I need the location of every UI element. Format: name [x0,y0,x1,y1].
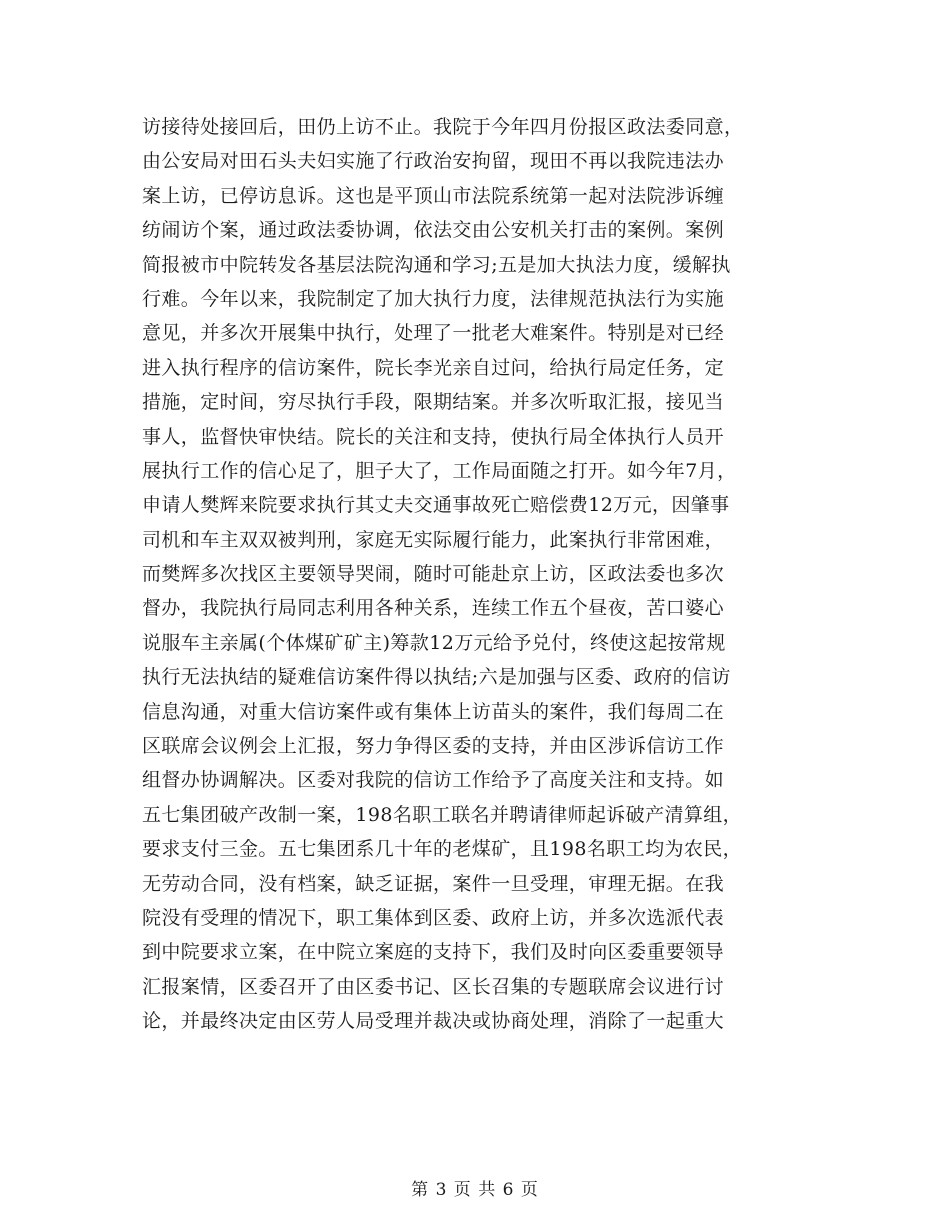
text-line: 由公安局对田石头夫妇实施了行政治安拘留，现田不再以我院违法办 [142,150,725,173]
text-line: 而樊辉多次找区主要领导哭闹，随时可能赴京上访，区政法委也多次 [142,563,725,586]
text-line: 访接待处接回后，田仍上访不止。我院于今年四月份报区政法委同意， [142,116,744,138]
text-line: 组督办协调解决。区委对我院的信访工作给予了高度关注和支持。如 [142,769,725,792]
text-line: 执行无法执结的疑难信访案件得以执结;六是加强与区委、政府的信访 [142,666,731,689]
text-line: 汇报案情，区委召开了由区委书记、区长召集的专题联席会议进行讨 [142,975,725,998]
text-line: 督办，我院执行局同志利用各种关系，连续工作五个昼夜，苦口婆心 [142,597,725,620]
text-line: 院没有受理的情况下，职工集体到区委、政府上访，并多次选派代表 [142,906,725,929]
text-line: 意见，并多次开展集中执行，处理了一批老大难案件。特别是对已经 [142,322,725,345]
text-line: 信息沟通，对重大信访案件或有集体上访苗头的案件，我们每周二在 [142,700,725,723]
text-line: 说服车主亲属(个体煤矿矿主)筹款12万元给予兑付，终使这起按常规 [142,631,726,654]
text-line: 申请人樊辉来院要求执行其丈夫交通事故死亡赔偿费12万元，因肇事 [142,494,730,517]
text-line: 措施，定时间，穷尽执行手段，限期结案。并多次听取汇报，接见当 [142,391,725,414]
text-line: 无劳动合同，没有档案，缺乏证据，案件一旦受理，审理无据。在我 [142,872,725,895]
text-line: 司机和车主双双被判刑，家庭无实际履行能力，此案执行非常困难， [142,528,725,551]
text-line: 区联席会议例会上汇报，努力争得区委的支持，并由区涉诉信访工作 [142,735,725,758]
text-line: 案上访，已停访息诉。这也是平顶山市法院系统第一起对法院涉诉缠 [142,184,725,207]
text-line: 五七集团破产改制一案，198名职工联名并聘请律师起诉破产清算组， [142,803,743,826]
text-line: 到中院要求立案，在中院立案庭的支持下，我们及时向区委重要领导 [142,941,725,964]
text-line: 要求支付三金。五七集团系几十年的老煤矿，且198名职工均为农民， [142,838,743,861]
text-line: 简报被市中院转发各基层法院沟通和学习;五是加大执法力度，缓解执 [142,253,731,276]
text-line: 论，并最终决定由区劳人局受理并裁决或协商处理，消除了一起重大 [142,1010,725,1033]
text-line: 行难。今年以来，我院制定了加大执行力度，法律规范执法行为实施 [142,287,725,310]
body-text [142,110,822,1039]
page-number-footer: 第 3 页 共 6 页 [411,1180,539,1200]
text-line: 纺闹访个案，通过政法委协调，依法交由公安机关打击的案例。案例 [142,219,725,242]
text-line: 展执行工作的信心足了，胆子大了，工作局面随之打开。如今年7月， [142,459,737,482]
text-line: 事人，监督快审快结。院长的关注和支持，使执行局全体执行人员开 [142,425,725,448]
text-line: 进入执行程序的信访案件，院长李光亲自过问，给执行局定任务，定 [142,356,725,379]
